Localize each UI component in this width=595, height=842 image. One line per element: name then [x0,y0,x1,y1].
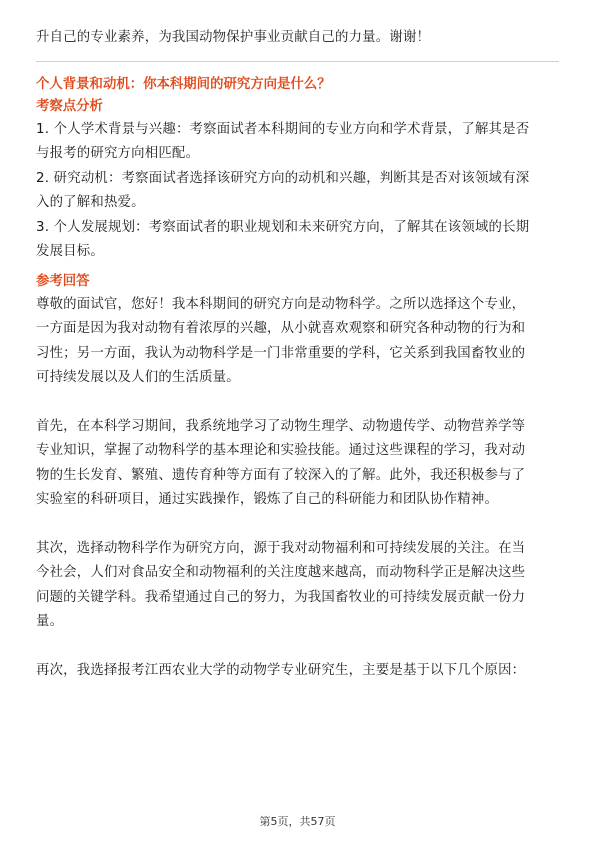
answer-paragraph-4 [36,659,559,684]
analysis-point-line: 发展目标。 [36,244,104,259]
answer-line: 一方面是因为我对动物有着浓厚的兴趣，从小就喜欢观察和研究各种动物的行为和 [36,321,526,336]
answer-line: 实验室的科研项目，通过实践操作，锻炼了自己的科研能力和团队协作精神。 [36,492,499,507]
answer-line: 可持续发展以及人们的生活质量。 [36,370,240,385]
answer-line: 量。 [36,614,64,629]
page-number-footer: 第5页，共57页 [259,815,336,828]
analysis-point-line: 入的了解和热爱。 [36,195,145,210]
analysis-point-3 [36,216,559,265]
analysis-point-line: 3. 个人发展规划：考察面试者的职业规划和未来研究方向，了解其在该领域的长期 [36,219,530,235]
answer-line: 首先，在本科学习期间，我系统地学习了动物生理学、动物遗传学、动物营养学等 [36,418,526,434]
analysis-point-line: 2. 研究动机：考察面试者选择该研究方向的动机和兴趣，判断其是否对该领域有深 [36,170,530,186]
analysis-point-2 [36,167,559,216]
analysis-point-1 [36,118,559,167]
answer-line: 其次，选择动物科学作为研究方向，源于我对动物福利和可持续发展的关注。在当 [36,540,526,556]
answer-line: 专业知识，掌握了动物科学的基本理论和实验技能。通过这些课程的学习，我对动 [36,443,526,458]
answer-line: 习性；另一方面，我认为动物科学是一门非常重要的学科，它关系到我国畜牧业的 [36,345,526,361]
answer-line: 再次，我选择报考江西农业大学的动物学专业研究生，主要是基于以下几个原因： [36,662,526,678]
answer-paragraph-2 [36,415,559,513]
answer-line: 问题的关键学科。我希望通过自己的努力，为我国畜牧业的可持续发展贡献一份力 [36,589,526,605]
page-content [36,26,559,683]
answer-line: 今社会，人们对食品安全和动物福利的关注度越来越高，而动物科学正是解决这些 [36,565,526,580]
answer-paragraph-1 [36,293,559,391]
intro-tail-line: 升自己的专业素养，为我国动物保护事业贡献自己的力量。谢谢！ [36,30,431,45]
answer-heading: 参考回答 [36,273,90,289]
question-title: 个人背景和动机：你本科期间的研究方向是什么？ [36,76,331,92]
analysis-points [36,118,559,265]
answer-line: 尊敬的面试官，您好！我本科期间的研究方向是动物科学。之所以选择这个专业， [36,296,526,312]
analysis-point-line: 1. 个人学术背景与兴趣：考察面试者本科期间的专业方向和学术背景，了解其是否 [36,121,530,137]
analysis-heading: 考察点分析 [36,98,103,114]
answer-body [36,293,559,684]
section-divider [36,61,559,62]
answer-line: 物的生长发育、繁殖、遗传育种等方面有了较深入的了解。此外，我还积极参与了 [36,467,526,483]
analysis-point-line: 与报考的研究方向相匹配。 [36,146,200,161]
answer-paragraph-3 [36,537,559,635]
